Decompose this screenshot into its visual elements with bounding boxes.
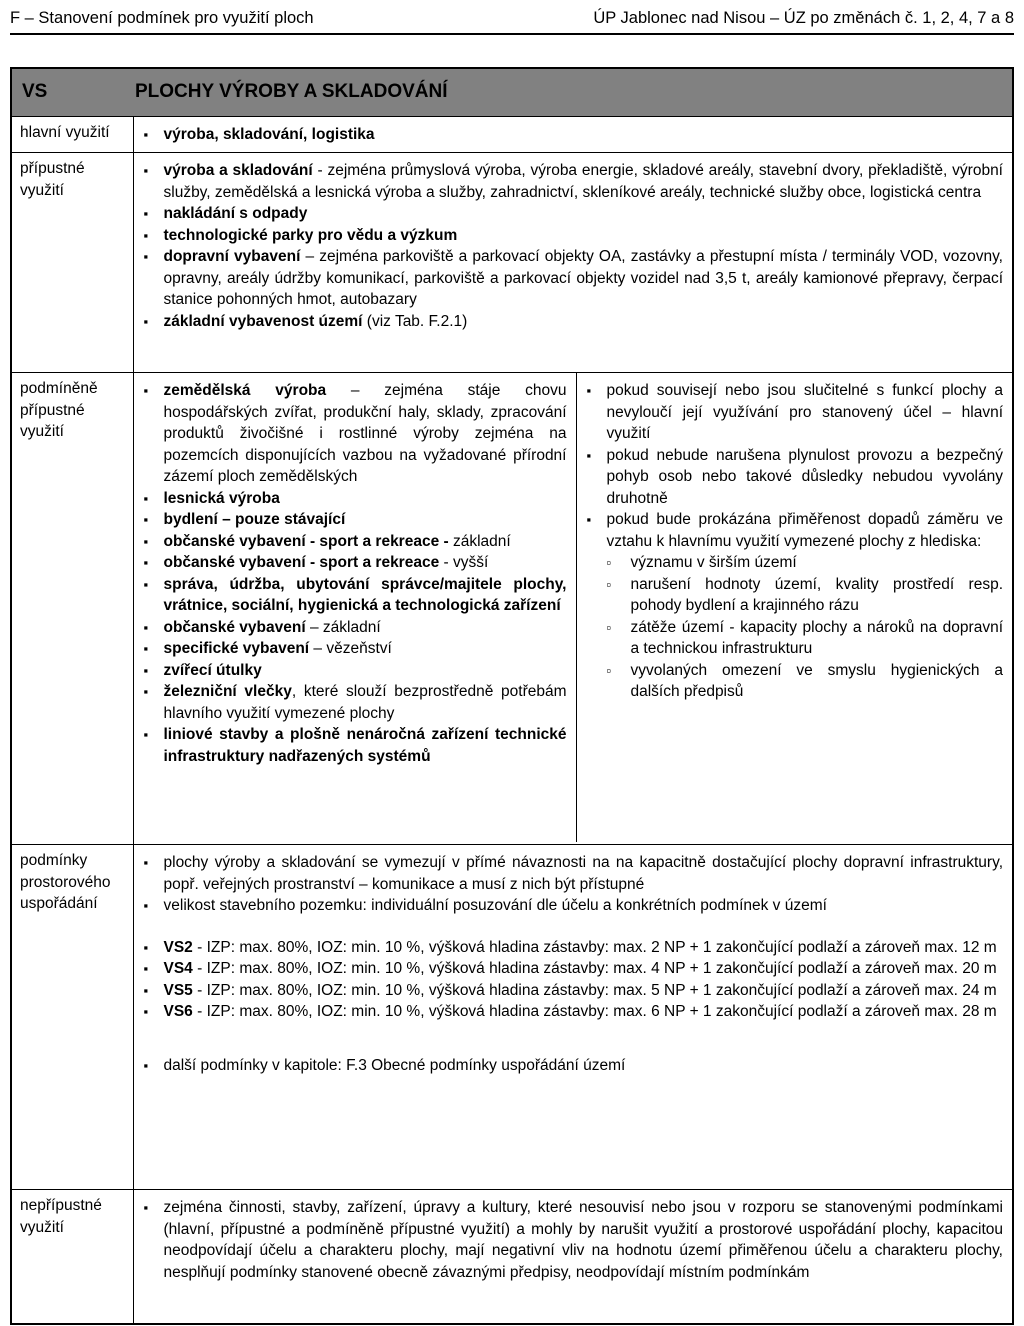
text-segment: - IZP: max. 80%, IOZ: min. 10 %, výšková hladina zástavby: max. 5 NP + 1 zakončující podlaží a zároveň max. 24 m (192, 981, 997, 999)
two-column-area (134, 373, 1013, 842)
bullet-icon: ▪ (143, 641, 149, 656)
list-item (134, 552, 567, 574)
bullet-icon: ▪ (143, 227, 149, 243)
text-segment: lesnická výroba (163, 489, 280, 507)
bullet-icon: ▪ (143, 1057, 149, 1073)
list-item (134, 488, 567, 510)
row-content (133, 845, 1013, 1190)
bullet-icon: ▪ (143, 533, 149, 549)
bullet-icon: ▪ (143, 982, 149, 998)
bullet-icon: ▪ (143, 727, 149, 742)
text-segment: výroba, skladování, logistika (163, 125, 375, 143)
list-item (134, 1055, 1004, 1077)
text-segment: - IZP: max. 80%, IOZ: min. 10 %, výšková hladina zástavby: max. 2 NP + 1 zakončující podlaží a zároveň max. 12 m (192, 938, 997, 956)
list-item (134, 980, 1004, 1002)
text-segment: nakládání s odpady (163, 205, 308, 222)
sub-bullet-icon: ▫ (606, 555, 612, 570)
zone-code: VS (11, 68, 133, 116)
bullet-icon: ▪ (143, 898, 149, 913)
list-item (134, 724, 567, 767)
list-item (134, 660, 567, 682)
row-content (133, 153, 1013, 373)
sub-bullet-icon: ▫ (606, 619, 612, 635)
list-item (134, 1001, 1004, 1023)
text-segment: zejména činnosti, stavby, zařízení, úpravy a kultury, které nesouvisí nebo jsou v rozporu se stanovenými podmínkami (hlavní, přípustné a podmíněně přípustné využití) a mohly by narušit využití a prostorové uspořádání plochy, kapacitou neodpovídají účelu a charakteru plochy, mají negativní vliv na hodnotu území přiměřenou účelu a charakteru plochy, nesplňují podmínky stanovené obecně závaznými předpisy, neodpovídají místním podmínkám (163, 1199, 1003, 1281)
row-content (133, 1190, 1013, 1324)
text-segment: - vyšší (439, 554, 489, 571)
text-segment: - zejména průmyslová výroba, výroba energie, skladové areály, stavební dvory, překladiště, výrobní služby, zemědělská a lesnická výroba a služby, zahradnictví, skleníkové areály, technické služby obce, logistická centra (163, 162, 1003, 201)
bullet-list (134, 1190, 1013, 1290)
bullet-icon: ▪ (143, 1004, 149, 1019)
text-segment: – zejména stáje chovu hospodářských zvířat, produkční haly, sklady, zpracování produktů živočišné i rostlinné výroby zejména na pozemcích disponujících vazbou na vyžadované přírodní zázemí ploch zemědělských (163, 382, 567, 485)
text-segment: občanské vybavení - sport a rekreace - (163, 532, 449, 550)
bullet-icon: ▪ (143, 619, 149, 635)
list-item (134, 895, 1004, 917)
bullet-icon: ▪ (143, 313, 149, 329)
text-segment: VS5 (163, 981, 193, 999)
list-item (134, 509, 567, 531)
bullet-icon: ▪ (143, 1200, 149, 1215)
bullet-icon: ▪ (143, 490, 149, 506)
bullet-icon: ▪ (143, 684, 149, 699)
sub-list-item (607, 660, 1004, 703)
text-segment: vyvolaných omezení ve smyslu hygienických a dalších předpisů (630, 661, 1003, 700)
text-segment: plochy výroby a skladování se vymezují v přímé návaznosti na na kapacitně dostačující plochy dopravní infrastruktury, popř. veřejných prostranství – komunikace a musí z nich být přístupné (163, 854, 1003, 893)
sub-list-item (607, 617, 1004, 660)
bullet-icon: ▪ (143, 555, 149, 570)
text-segment: pokud souvisejí nebo jsou slučitelné s funkcí plochy a nevyloučí její využívání pro stanovený účel – hlavní využití (606, 382, 1003, 442)
page-header-left: F – Stanovení podmínek pro využití ploch (10, 9, 314, 27)
page-header (10, 0, 1014, 35)
list-item (134, 617, 567, 639)
page-header-right: ÚP Jablonec nad Nisou – ÚZ po změnách č. 1, 2, 4, 7 a 8 (593, 9, 1014, 27)
bullet-icon: ▪ (586, 512, 592, 527)
table-header-row (11, 68, 1013, 116)
list-item (134, 681, 567, 724)
bullet-icon: ▪ (143, 512, 149, 527)
row-podminene-pripustne-vyuziti (11, 373, 1013, 845)
bullet-icon: ▪ (143, 939, 149, 955)
bullet-icon: ▪ (143, 126, 149, 142)
text-segment: velikost stavebního pozemku: individuální posuzování dle účelu a konkrétních podmínek v území (163, 897, 827, 914)
list-item (577, 445, 1004, 510)
list-item (134, 203, 1004, 225)
list-item (134, 160, 1004, 203)
text-segment: narušení hodnoty území, kvality prostředí resp. pohody bydlení a krajinného rázu (630, 575, 1003, 614)
text-segment: VS6 (163, 1003, 193, 1020)
row-content (133, 116, 1013, 153)
text-segment: (viz Tab. F.2.1) (362, 312, 468, 330)
row-label: podmínky prostorového uspořádání (11, 845, 133, 1190)
text-segment: – vězeňství (309, 640, 392, 657)
text-segment: základní vybavenost území (163, 312, 363, 330)
text-segment: – zejména parkoviště a parkovací objekty OA, zastávky a přestupní místa / terminály VOD, vozovny, opravny, areály údržby komunikací, parkoviště a parkovací objekty vozidel nad 3,5 t, areály kamionové přepravy, čerpací stanice pohonných hmot, autobazary (163, 248, 1003, 308)
row-pripustne-vyuziti (11, 153, 1013, 373)
list-item (134, 124, 1004, 146)
bullet-icon: ▪ (143, 163, 149, 178)
text-segment: základní (448, 532, 511, 550)
bullet-icon: ▪ (586, 447, 592, 463)
text-segment: VS2 (163, 938, 193, 956)
list-item (134, 380, 567, 488)
text-segment: správa, údržba, ubytování správce/majitele plochy, vrátnice, sociální, hygienická a technologická zařízení (163, 575, 567, 614)
text-segment: technologické parky pro vědu a výzkum (163, 226, 458, 244)
list-item (134, 1197, 1004, 1283)
text-segment: liniové stavby a plošně nenáročná zařízení technické infrastruktury nadřazených systémů (163, 726, 567, 765)
row-label: podmíněně přípustné využití (11, 373, 133, 845)
bullet-icon: ▪ (143, 662, 149, 678)
text-segment: výroba a skladování (163, 162, 313, 179)
row-content (133, 373, 1013, 845)
text-segment: – základní (305, 618, 381, 636)
text-segment: zvířecí útulky (163, 661, 262, 679)
text-segment: zátěže území - kapacity plochy a nároků na dopravní a technickou infrastrukturu (630, 618, 1003, 657)
sub-bullet-icon: ▫ (606, 662, 612, 678)
list-item (134, 638, 567, 660)
bullet-icon: ▪ (143, 576, 149, 592)
bullet-list (134, 117, 1013, 153)
text-segment: dopravní vybavení (163, 248, 301, 265)
list-item (134, 958, 1004, 980)
list-item (134, 852, 1004, 895)
sub-bullet-icon: ▫ (606, 576, 612, 592)
bullet-icon: ▪ (143, 206, 149, 221)
text-segment: pokud nebude narušena plynulost provozu a bezpečný pohyb osob nebo takové důsledky nebudou vyvolány druhotně (606, 446, 1003, 507)
text-segment: - IZP: max. 80%, IOZ: min. 10 %, výšková hladina zástavby: max. 6 NP + 1 zakončující podlaží a zároveň max. 28 m (192, 1003, 997, 1020)
bullet-list-left (134, 373, 576, 842)
bullet-icon: ▪ (143, 961, 149, 976)
text-segment: občanské vybavení (163, 618, 306, 636)
list-item (134, 246, 1004, 311)
text-segment: významu v širším území (630, 554, 797, 571)
row-nepripustne-vyuziti (11, 1190, 1013, 1324)
bullet-list (134, 153, 1013, 339)
list-item (134, 937, 1004, 959)
zone-table (10, 67, 1014, 1325)
text-segment: další podmínky v kapitole: F.3 Obecné podmínky uspořádání území (163, 1056, 626, 1074)
list-item (134, 225, 1004, 247)
row-label: nepřípustné využití (11, 1190, 133, 1324)
row-podminky-prostoroveho-usporadani (11, 845, 1013, 1190)
sub-list (607, 552, 1004, 703)
list-item (577, 380, 1004, 445)
sub-list-item (607, 574, 1004, 617)
row-label: hlavní využití (11, 116, 133, 153)
list-item (134, 531, 567, 553)
list-item (134, 574, 567, 617)
bullet-icon: ▪ (143, 855, 149, 870)
text-segment: specifické vybavení (163, 640, 310, 657)
text-segment: - IZP: max. 80%, IOZ: min. 10 %, výšková hladina zástavby: max. 4 NP + 1 zakončující podlaží a zároveň max. 20 m (192, 960, 997, 977)
bullet-list-right (576, 373, 1013, 842)
list-item (134, 311, 1004, 333)
bullet-icon: ▪ (586, 383, 592, 398)
text-segment: VS4 (163, 960, 193, 977)
text-segment: občanské vybavení - sport a rekreace (163, 554, 440, 571)
sub-list-item (607, 552, 1004, 574)
bullet-icon: ▪ (143, 383, 149, 398)
row-label: přípustné využití (11, 153, 133, 373)
text-segment: pokud bude prokázána přiměřenost dopadů záměru ve vztahu k hlavnímu využití vymezené plochy z hlediska: (606, 511, 1003, 550)
row-hlavni-vyuziti (11, 116, 1013, 153)
text-segment: , které slouží bezprostředně potřebám hlavního využití vymezené plochy (163, 683, 567, 722)
text-segment: železniční vlečky (163, 683, 292, 700)
bullet-icon: ▪ (143, 249, 149, 264)
text-segment: bydlení – pouze stávající (163, 511, 346, 528)
list-item (577, 509, 1004, 703)
bullet-list (134, 845, 1013, 1083)
zone-title: PLOCHY VÝROBY A SKLADOVÁNÍ (133, 68, 1013, 116)
text-segment: zemědělská výroba (163, 382, 327, 399)
